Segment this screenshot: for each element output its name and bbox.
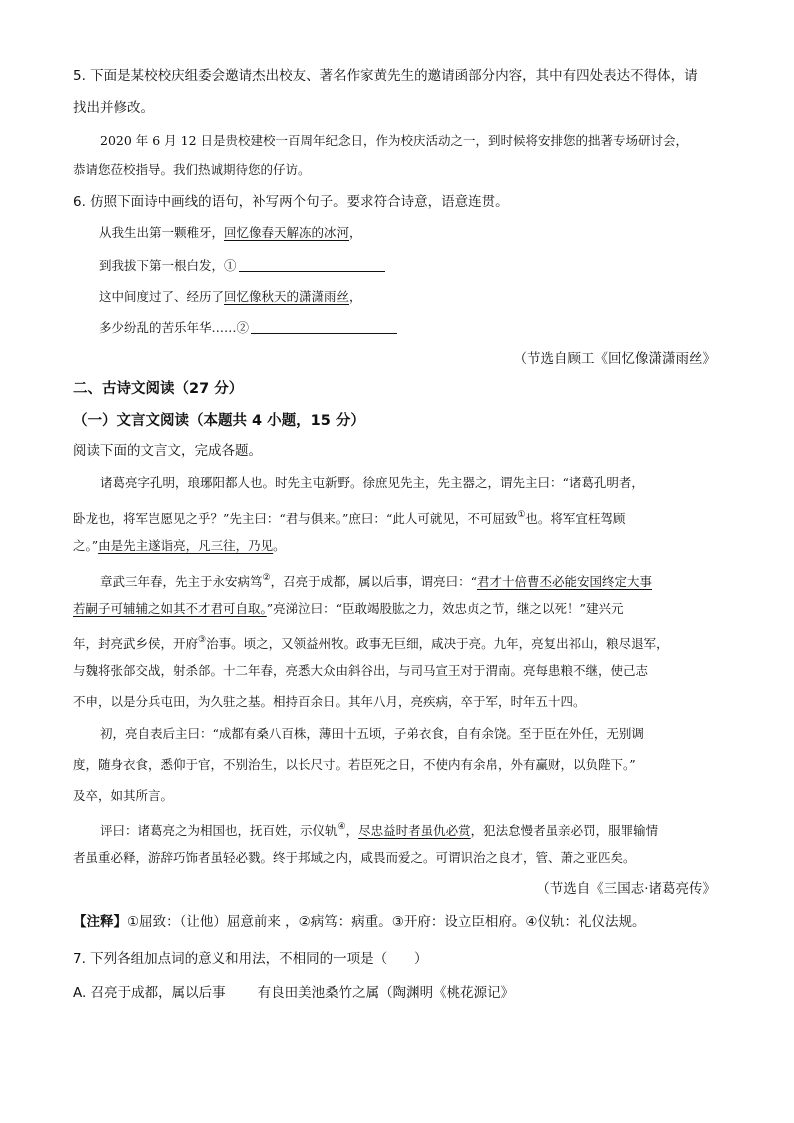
passage-p1-line-2b: 也。将军宜枉驾顾: [525, 511, 626, 526]
blank-marker-2: ②: [236, 320, 250, 335]
passage-p4-line-1: [0, 817, 794, 841]
poem-line-3-text: 这中间度过了、经历了: [99, 289, 225, 304]
q5-letter-line-1: 2020 年 6 月 12 日是贵校建校一百周年纪念日，作为校庆活动之一，到时候将安排您的拙著专场研讨会，: [100, 133, 689, 148]
passage-p4-line-1a: 评曰：诸葛亮之为相国也，抚百姓，示仪轨: [100, 823, 338, 838]
q7-option-a[interactable]: [0, 983, 794, 1003]
poem-line-4-text: 多少纷乱的苦乐年华……: [99, 320, 237, 335]
poem-source: （节选自顾工《回忆像潇潇雨丝》: [513, 351, 716, 367]
passage-p1-line-2a: 卧龙也，将军岂愿见之乎？”先主曰：“君与俱来。”庶曰：“此人可就见，不可屈致: [73, 511, 518, 526]
passage-p2-line-1a: 章武三年春，先主于永安病笃: [100, 574, 263, 589]
passage-source: （节选自《三国志·诸葛亮传》: [536, 881, 716, 897]
note-ref-2: ②: [262, 573, 271, 583]
passage-underlined-3: 尽忠益时者虽仇必赏: [358, 823, 471, 838]
poem-line-3: [0, 287, 794, 307]
passage-p3-line-2: 度，随身衣食，悉仰于官，不别治生，以长尺寸。若臣死之日，不使内有余帛，外有赢财，以负陛下。”: [73, 757, 636, 772]
passage-p4-line-1d: ，犯法怠慢者虽亲必罚，服罪输情: [470, 823, 659, 838]
note-ref-1: ①: [517, 510, 526, 520]
q5-letter-line-2: 恭请您莅校指导。我们热诚期待您的仔访。: [73, 162, 311, 177]
q7-prompt: 7. 下列各组加点词的意义和用法，不相同的一项是（ ）: [73, 951, 428, 967]
passage-underlined-2b: 若嗣子可辅辅之如其不才君可自取。: [73, 601, 267, 616]
notes: [0, 912, 794, 932]
answer-blank-1[interactable]: [239, 257, 385, 272]
notes-label: 【注释】: [73, 914, 127, 930]
q5-prompt-line-2: 找出并修改。: [73, 100, 154, 116]
passage-p1-line-1: 诸葛亮字孔明，琅琊阳都人也。时先主屯新野。徐庶见先主，先主器之，谓先主曰：“诸葛孔明者，: [100, 475, 644, 490]
passage-p3-line-3: 及卒，如其所言。: [73, 788, 174, 803]
notes-text: ①屈致：（让他）屈意前来 ，②病笃：病重。③开府：设立臣相府。④仪轨：礼仪法规。: [127, 914, 646, 930]
passage-p1-line-3a: 之。”: [73, 538, 99, 553]
q7-option-a-part-1: A. 召亮于成都，属以后事: [73, 985, 226, 1001]
passage-p1-line-3: [0, 536, 794, 556]
poem-line-3-end: ，: [349, 289, 362, 304]
q5-prompt-line-1: 5. 下面是某校校庆组委会邀请杰出校友、著名作家黄先生的邀请函部分内容，其中有四处表达不得体，请: [73, 68, 698, 84]
note-ref-4: ④: [337, 822, 346, 832]
section-heading: 二、古诗文阅读（27 分）: [73, 381, 244, 397]
passage-p2-line-3a: 年，封亮武乡侯，开府: [73, 636, 199, 651]
passage-p2-line-3: [0, 630, 794, 654]
answer-blank-2[interactable]: [251, 319, 397, 334]
passage-p2-line-3b: 治事。顷之，又领益州牧。政事无巨细，咸决于亮。九年，亮复出祁山，粮尽退军，: [206, 636, 669, 651]
passage-p4-line-1b: ，: [345, 823, 359, 838]
q7-option-a-part-2: 有良田美池桑竹之属（陶渊明《桃花源记》: [257, 985, 515, 1001]
note-ref-3: ③: [198, 635, 207, 645]
passage-p1-line-2: [0, 505, 794, 529]
passage-p2-line-2: [0, 599, 794, 619]
passage-underlined-2a: 君才十倍曹丕必能安国终定大事: [477, 574, 653, 589]
passage-p2-line-1b: ，召亮于成都，属以后事，谓亮曰：“: [270, 574, 477, 589]
passage-p4-line-2: 者虽重必释，游辞巧饰者虽轻必戮。终于邦域之内，咸畏而爱之。可谓识治之良才，管、萧之亚匹矣。: [73, 850, 636, 865]
passage-p2-line-5: 不申，以是分兵屯田，为久驻之基。相持百余日。其年八月，亮疾病，卒于军，时年五十四。: [73, 694, 586, 709]
poem-line-4: [0, 318, 794, 338]
poem-line-2: [0, 256, 794, 276]
poem-line-1: [0, 223, 794, 243]
reading-instruction: 阅读下面的文言文，完成各题。: [73, 443, 262, 459]
passage-p2-line-4: 与魏将张郃交战，射杀郃。十二年春，亮悉大众由斜谷出，与司马宣王对于渭南。亮每患粮不继，使己志: [73, 663, 649, 678]
passage-p3-line-1: 初，亮自表后主曰：“成都有桑八百株，薄田十五顷，子弟衣食，自有余饶。至于臣在外任，无别调: [100, 726, 644, 741]
poem-underlined-1: 回忆像春天解冻的冰河: [224, 225, 350, 240]
blank-marker-1: ①: [224, 258, 237, 273]
passage-p2-line-2b: ”亮涕泣曰：“臣敢竭股肱之力，效忠贞之节，继之以死！”建兴元: [266, 601, 624, 616]
sub-section-heading: （一）文言文阅读（本题共 4 小题，15 分）: [73, 413, 365, 429]
passage-p1-line-3c: 。: [273, 538, 286, 553]
poem-line-2-text: 到我拔下第一根白发，: [99, 258, 225, 273]
passage-underlined-1: 由是先主遂诣亮，凡三往，乃见: [98, 538, 274, 553]
poem-underlined-2: 回忆像秋天的潇潇雨丝: [224, 289, 350, 304]
q6-prompt: 6. 仿照下面诗中画线的语句，补写两个句子。要求符合诗意，语意连贯。: [73, 194, 509, 210]
passage-p2-line-1: [0, 568, 794, 592]
poem-line-1-text: 从我生出第一颗稚牙，: [99, 225, 225, 240]
poem-line-1-end: ，: [349, 225, 362, 240]
